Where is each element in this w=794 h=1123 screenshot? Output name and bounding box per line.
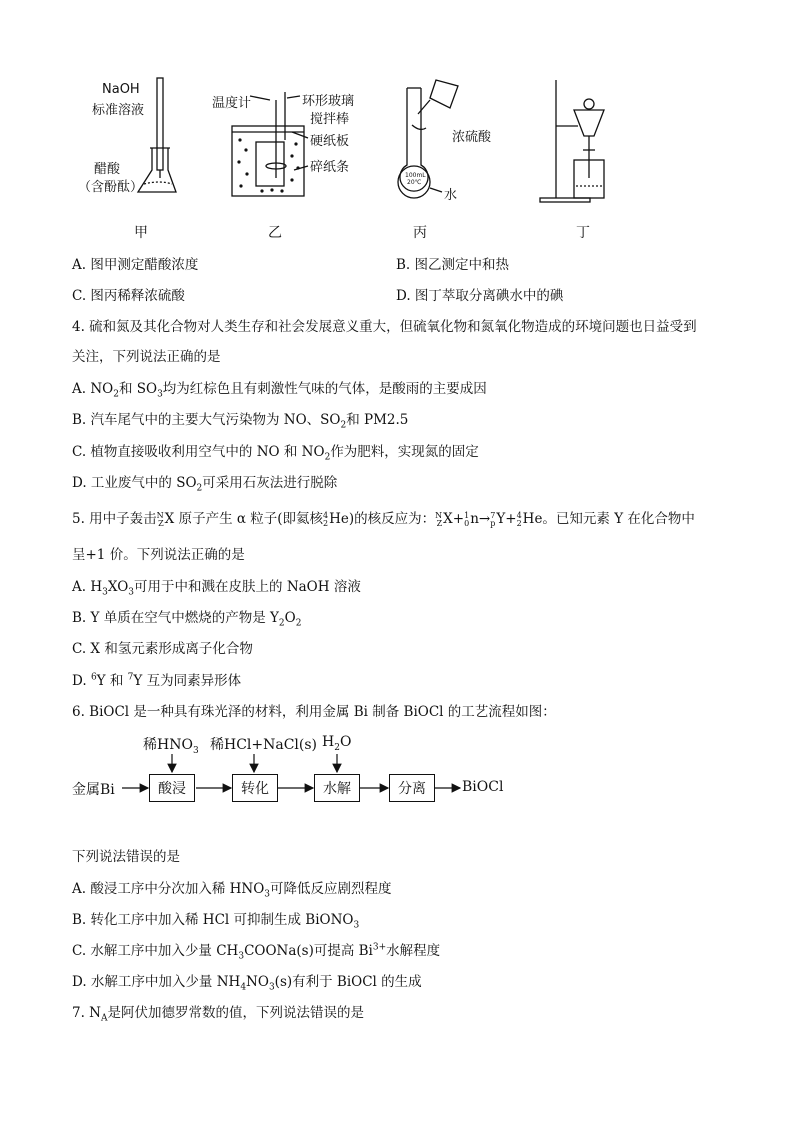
q4-option-c: C. 植物直接吸收利用空气中的 NO 和 $NO_2$作为肥料，实现氮的固定 bbox=[72, 444, 479, 463]
caption-jia: 甲 bbox=[134, 225, 148, 241]
caption-ding: 丁 bbox=[576, 225, 590, 241]
q3-option-a: A. 图甲测定醋酸浓度 bbox=[72, 257, 199, 273]
yi-paper-scraps bbox=[237, 138, 299, 192]
q6-stem: 6. BiOCl 是一种具有珠光泽的材料，利用金属 Bi 制备 BiOCl 的工艺流程如图： bbox=[72, 704, 556, 720]
q4-option-a: A. $NO_2$和 $SO_3$均为红棕色且有刺激性气味的气体，是酸雨的主要成因 bbox=[72, 381, 487, 400]
q6-option-b: B. 转化工序中加入稀 HCl 可抑制生成 BiONO$_3$ bbox=[72, 912, 360, 931]
q5-stem-line1: 5. 用中子轰击 N Z X 原子产生 α 粒子(即氦核 4 2 He)的核反应为： N Z X+ 1 0 n→ 7 p Y+ 4 2 He。已知元素 Y 在化合物中 bbox=[72, 510, 695, 528]
q5-option-d: D. $^6$Y 和 $^7$Y 互为同素异形体 bbox=[72, 672, 242, 689]
flow-reagent-water: $H_2O$ bbox=[322, 734, 352, 753]
yi-paper-label: 碎纸条 bbox=[310, 160, 350, 175]
caption-yi: 乙 bbox=[268, 225, 282, 241]
q5-option-c: C. X 和氢元素形成离子化合物 bbox=[72, 641, 253, 657]
q4-option-d: D. 工业废气中的 $SO_2$可采用石灰法进行脱除 bbox=[72, 475, 338, 494]
bing-acid-label: 浓硫酸 bbox=[452, 130, 492, 145]
flow-box-separation: 分离 bbox=[389, 774, 435, 802]
flow-box-conversion: 转化 bbox=[232, 774, 278, 802]
q3-option-d: D. 图丁萃取分离碘水中的碘 bbox=[396, 288, 564, 304]
flow-start-bi: 金属Bi bbox=[72, 782, 115, 798]
jia-acetic-acid-label: 醋酸 bbox=[94, 162, 121, 177]
q4-stem-line2: 关注，下列说法正确的是 bbox=[72, 349, 221, 365]
yi-stirrer-label-2: 搅拌棒 bbox=[310, 112, 350, 127]
flow-box-acid-leach: 酸浸 bbox=[149, 774, 195, 802]
q4-option-b: B. 汽车尾气中的主要大气污染物为 NO、$SO_2$和 PM2.5 bbox=[72, 412, 409, 431]
jia-naoh-label: NaOH bbox=[102, 82, 140, 97]
bing-water-label: 水 bbox=[444, 188, 458, 203]
jia-phenolphthalein-label: （含酚酞） bbox=[78, 180, 144, 195]
q7-stem: 7. $N_A$是阿伏加德罗常数的值，下列说法错误的是 bbox=[72, 1005, 364, 1024]
yi-stirrer-label-1: 环形玻璃 bbox=[302, 94, 355, 109]
jia-standard-solution-label: 标准溶液 bbox=[92, 103, 145, 118]
flow-box-hydrolysis: 水解 bbox=[314, 774, 360, 802]
q3-option-b: B. 图乙测定中和热 bbox=[396, 257, 510, 273]
q5-stem-line2: 呈+1 价。下列说法正确的是 bbox=[72, 547, 245, 563]
q4-stem-line1: 4. 硫和氮及其化合物对人类生存和社会发展意义重大，但硫氧化物和氮氧化物造成的环境问题也日益受到 bbox=[72, 319, 697, 335]
yi-board-label: 硬纸板 bbox=[310, 134, 350, 149]
q6-option-c: C. 水解工序中加入少量 $CH_3COONa(s)$可提高 $Bi^{3+}$水解程度 bbox=[72, 942, 441, 962]
apparatus-jia bbox=[138, 78, 176, 192]
q6-option-a: A. 酸浸工序中分次加入稀 $HNO_3$可降低反应剧烈程度 bbox=[72, 881, 392, 900]
apparatus-ding bbox=[540, 80, 604, 202]
flow-reagent-hcl-nacl: 稀HCl+NaCl(s) bbox=[210, 737, 318, 753]
yi-thermometer-label: 温度计 bbox=[212, 96, 252, 111]
flow-reagent-hno3: 稀$HNO_3$ bbox=[143, 737, 199, 756]
q5-option-a: A. $H_3XO_3$可用于中和溅在皮肤上的 NaOH 溶液 bbox=[72, 579, 361, 598]
flow-end-biocl: BiOCl bbox=[462, 779, 504, 795]
q5-option-b: B. Y 单质在空气中燃烧的产物是 $Y_2O_2$ bbox=[72, 610, 302, 629]
caption-bing: 丙 bbox=[413, 225, 427, 241]
q3-option-c: C. 图丙稀释浓硫酸 bbox=[72, 288, 185, 304]
bing-flask-mark-2: 20℃ bbox=[407, 179, 422, 186]
q6-option-d: D. 水解工序中加入少量 $NH_4NO_3(s)$有利于 BiOCl 的生成 bbox=[72, 974, 422, 993]
q6-ask: 下列说法错误的是 bbox=[72, 849, 180, 865]
bing-flask-mark: 100mL bbox=[405, 172, 426, 179]
